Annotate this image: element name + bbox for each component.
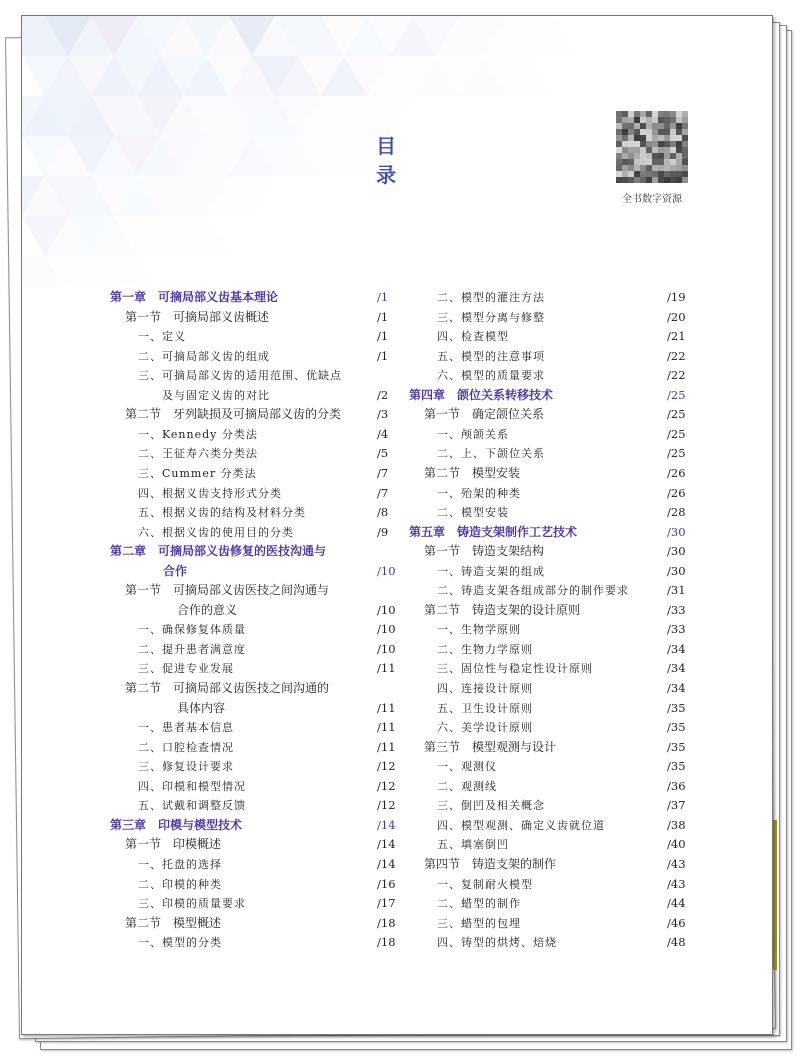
toc-page-number: /17 [377, 896, 396, 911]
toc-chapter-entry[interactable]: 第五章 铸造支架制作工艺技术 [409, 524, 578, 539]
toc-page-number: /1 [377, 329, 389, 344]
toc-item-entry[interactable]: 五、填塞倒凹 [437, 838, 509, 852]
toc-page-number: /28 [667, 505, 686, 520]
toc-page-number: /38 [667, 817, 686, 832]
toc-item-entry[interactable]: 三、修复设计要求 [138, 760, 234, 774]
toc-section-entry[interactable]: 第二节 牙列缺损及可摘局部义齿的分类 [125, 407, 342, 422]
toc-section-entry[interactable]: 第一节 可摘局部义齿概述 [125, 309, 270, 324]
toc-page-number: /8 [377, 505, 389, 520]
toc-chapter-entry[interactable]: 第四章 颌位关系转移技术 [409, 387, 554, 402]
toc-item-entry[interactable]: 三、倒凹及相关概念 [437, 799, 545, 813]
toc-page-number: /40 [667, 837, 686, 852]
toc-item-entry[interactable]: 一、铸造支架的组成 [437, 564, 545, 578]
qr-code[interactable] [616, 111, 688, 183]
toc-chapter-entry[interactable]: 第二章 可摘局部义齿修复的医技沟通与 [110, 544, 327, 559]
toc-page-number: /1 [377, 309, 389, 324]
toc-page-number: /35 [667, 759, 686, 774]
toc-item-entry[interactable]: 六、模型的质量要求 [437, 369, 545, 383]
toc-page-number: /14 [377, 817, 396, 832]
toc-page-number: /14 [377, 837, 396, 852]
toc-item-entry[interactable]: 六、根据义齿的使用目的分类 [138, 525, 294, 539]
toc-item-entry[interactable]: 三、固位性与稳定性设计原则 [437, 662, 593, 676]
toc-page-number: /18 [377, 935, 396, 950]
toc-page-number: /11 [377, 661, 396, 676]
toc-item-entry[interactable]: 五、卫生设计原则 [437, 701, 533, 715]
toc-section-entry[interactable]: 合作的意义 [177, 602, 238, 617]
toc-page-number: /16 [377, 876, 396, 891]
toc-page-number: /4 [377, 426, 389, 441]
toc-section-entry[interactable]: 第二节 可摘局部义齿医技之间沟通的 [125, 681, 330, 695]
toc-page-number: /25 [667, 446, 686, 461]
toc-page-number: /11 [377, 739, 396, 754]
toc-chapter-entry[interactable]: 第一章 可摘局部义齿基本理论 [110, 290, 279, 304]
toc-section-entry[interactable]: 第三节 模型观测与设计 [424, 739, 557, 754]
toc-page-number: /12 [377, 778, 396, 793]
toc-page-number: /33 [667, 622, 686, 637]
toc-page-number: /7 [377, 465, 389, 480]
toc-item-entry[interactable]: 三、Cummer 分类法 [138, 466, 257, 480]
toc-item-entry[interactable]: 三、可摘局部义齿的适用范围、优缺点 [138, 369, 342, 383]
toc-item-entry[interactable]: 四、铸型的烘烤、焙烧 [437, 936, 557, 950]
toc-page-number: /25 [667, 407, 686, 422]
toc-section-entry[interactable]: 第二节 模型安装 [424, 465, 521, 480]
toc-page-number: /14 [377, 856, 396, 871]
toc-section-entry[interactable]: 第二节 铸造支架的设计原则 [424, 602, 581, 617]
toc-page-number: /36 [667, 778, 686, 793]
toc-page-number: /12 [377, 759, 396, 774]
toc-chapter-entry[interactable]: 第三章 印模与模型技术 [110, 817, 243, 832]
toc-item-entry[interactable]: 二、可摘局部义齿的组成 [138, 349, 270, 363]
toc-page-number: /44 [667, 896, 686, 911]
toc-item-entry[interactable]: 一、确保修复体质量 [138, 623, 246, 637]
toc-item-entry[interactable]: 四、印模和模型情况 [138, 779, 246, 793]
toc-item-entry[interactable]: 四、模型观测、确定义齿就位道 [437, 818, 605, 832]
toc-item-entry[interactable]: 一、观测仪 [437, 760, 497, 774]
toc-page-number: /19 [667, 290, 686, 304]
toc-page-number: /48 [667, 935, 686, 950]
toc-page-number: /25 [667, 387, 686, 402]
toc-page-number: /22 [667, 348, 686, 363]
toc-item-entry[interactable]: 二、模型的灌注方法 [437, 291, 545, 304]
toc-section-entry[interactable]: 第二节 模型概述 [125, 915, 222, 930]
toc-page-number: /1 [377, 290, 389, 304]
toc-item-entry[interactable]: 一、定义 [138, 330, 186, 344]
toc-item-entry[interactable]: 一、复制耐火模型 [437, 877, 533, 891]
toc-page-number: /35 [667, 700, 686, 715]
toc-page-number: /10 [377, 563, 396, 578]
toc-page-number: /43 [667, 856, 686, 871]
toc-page-number: /2 [377, 387, 389, 402]
toc-page [21, 15, 773, 1035]
toc-page-number: /34 [667, 661, 686, 676]
toc-page-number: /5 [377, 446, 389, 461]
toc-item-entry[interactable]: 及与固定义齿的对比 [162, 388, 270, 402]
toc-item-entry[interactable]: 一、患者基本信息 [138, 721, 234, 735]
toc-item-entry[interactable]: 一、生物学原则 [437, 623, 521, 637]
toc-page-number: /31 [667, 583, 686, 598]
toc-item-entry[interactable]: 四、根据义齿支持形式分类 [138, 486, 282, 500]
toc-page-number: /18 [377, 915, 396, 930]
toc-section-entry[interactable]: 第一节 可摘局部义齿医技之间沟通与 [125, 583, 330, 598]
toc-item-entry[interactable]: 二、蜡型的制作 [437, 897, 521, 911]
toc-page-number: /10 [377, 622, 396, 637]
toc-page-number: /21 [667, 329, 686, 344]
toc-item-entry[interactable]: 一、模型的分类 [138, 936, 222, 950]
toc-item-entry[interactable]: 六、美学设计原则 [437, 721, 533, 735]
toc-page-number: /22 [667, 368, 686, 383]
page-title: 目 录 [376, 134, 424, 187]
toc-page-number: /7 [377, 485, 389, 500]
toc-item-entry[interactable]: 二、观测线 [437, 779, 497, 793]
toc-item-entry[interactable]: 二、模型安装 [437, 506, 509, 520]
toc-page-number: /10 [377, 602, 396, 617]
toc-page-number: /1 [377, 348, 389, 363]
triangle-pattern-decoration [22, 16, 582, 286]
toc-item-entry[interactable]: 二、生物力学原则 [437, 642, 533, 656]
toc-page-number: /11 [377, 700, 396, 715]
toc-item-entry[interactable]: 四、连接设计原则 [437, 682, 533, 695]
toc-chapter-entry[interactable]: 合作 [163, 563, 188, 578]
toc-page-number: /10 [377, 641, 396, 656]
toc-item-entry[interactable]: 四、检查模型 [437, 330, 509, 344]
toc-item-entry[interactable]: 五、试戴和调整反馈 [138, 799, 246, 813]
toc-page-number: /33 [667, 602, 686, 617]
toc-page-number: /30 [667, 524, 686, 539]
toc-section-entry[interactable]: 具体内容 [177, 700, 226, 715]
toc-page-number: /34 [667, 641, 686, 656]
toc-item-entry[interactable]: 二、印模的种类 [138, 877, 222, 891]
qr-label: 全书数字资源 [622, 194, 682, 205]
toc-item-entry[interactable]: 二、口腔检查情况 [138, 740, 234, 754]
toc-page-number: /11 [377, 720, 396, 735]
toc-item-entry[interactable]: 二、铸造支架各组成部分的制作要求 [437, 584, 629, 598]
toc-item-entry[interactable]: 二、王征寿六类分类法 [138, 447, 258, 461]
toc-section-entry[interactable]: 第一节 确定颌位关系 [424, 407, 545, 422]
toc-page-number: /3 [377, 407, 389, 422]
toc-item-entry[interactable]: 一、殆架的种类 [437, 486, 521, 500]
toc-page-number: /26 [667, 485, 686, 500]
toc-page-number: /35 [667, 739, 686, 754]
toc-section-entry[interactable]: 第一节 印模概述 [125, 837, 222, 852]
toc-page-number: /26 [667, 465, 686, 480]
qr-pixel [682, 177, 688, 183]
toc-item-entry[interactable]: 五、模型的注意事项 [437, 349, 545, 363]
toc-page-number: /35 [667, 720, 686, 735]
toc-item-entry[interactable]: 一、托盘的选择 [138, 857, 222, 871]
toc-page-number: /20 [667, 309, 686, 324]
toc-page-number: /12 [377, 798, 396, 813]
toc-item-entry[interactable]: 三、印模的质量要求 [138, 897, 246, 911]
toc-item-entry[interactable]: 一、Kennedy 分类法 [138, 427, 258, 441]
toc-section-entry[interactable]: 第四节 铸造支架的制作 [424, 856, 557, 871]
toc-item-entry[interactable]: 五、根据义齿的结构及材料分类 [138, 506, 306, 520]
toc-page-number: /46 [667, 915, 686, 930]
toc-item-entry[interactable]: 一、颅颌关系 [437, 427, 509, 441]
toc-item-entry[interactable]: 三、促进专业发展 [138, 662, 234, 676]
toc-item-entry[interactable]: 三、模型分离与修整 [437, 310, 545, 324]
toc-page-number: /30 [667, 544, 686, 559]
toc-page-number: /37 [667, 798, 686, 813]
toc-section-entry[interactable]: 第一节 铸造支架结构 [424, 544, 545, 559]
toc-item-entry[interactable]: 二、提升患者满意度 [138, 642, 246, 656]
toc-page-number: /25 [667, 426, 686, 441]
toc-item-entry[interactable]: 二、上、下颌位关系 [437, 447, 545, 461]
toc-page-number: /34 [667, 681, 686, 695]
toc-page-number: /9 [377, 524, 389, 539]
toc-page-number: /43 [667, 876, 686, 891]
toc-page-number: /30 [667, 563, 686, 578]
toc-item-entry[interactable]: 三、蜡型的包埋 [437, 916, 521, 930]
